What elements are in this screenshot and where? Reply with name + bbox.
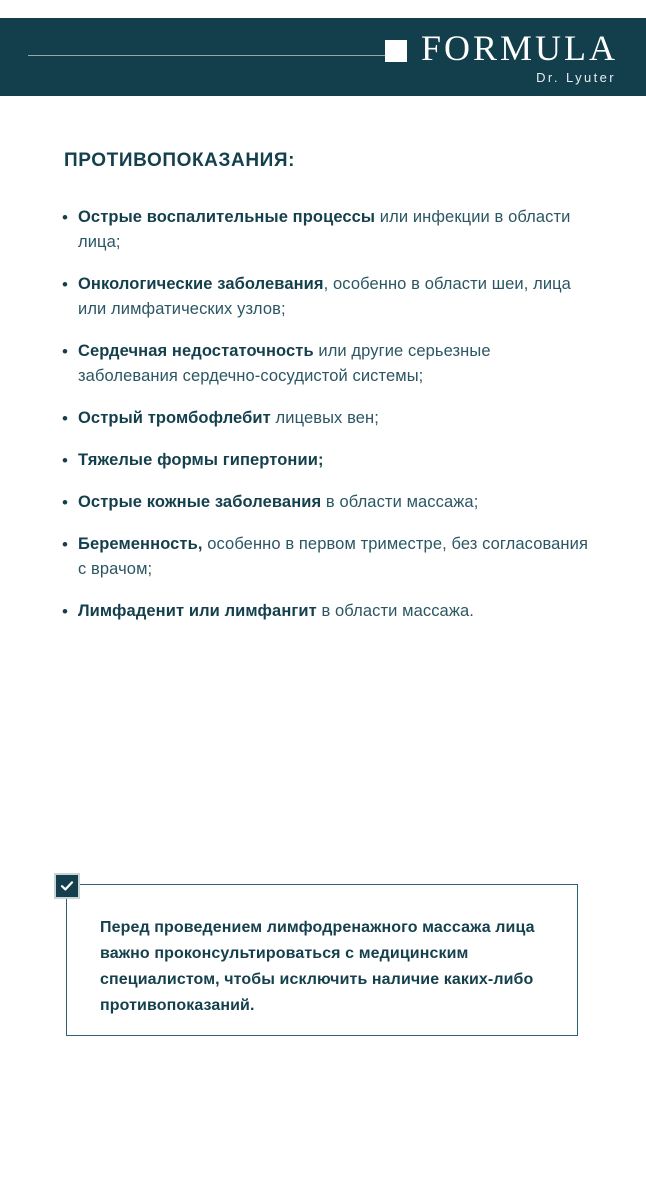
list-item-strong: Беременность, <box>78 535 203 553</box>
bullet-icon: • <box>62 451 68 470</box>
list-item-rest: , особенно в области шеи, лица или лимфатических узлов; <box>78 275 571 318</box>
bullet-icon: • <box>62 208 68 227</box>
list-item-strong: Острые воспалительные процессы <box>78 208 376 226</box>
header-divider <box>28 55 398 56</box>
bullet-icon: • <box>62 493 68 512</box>
list-item-text <box>78 205 592 255</box>
list-item-strong: Острые кожные заболевания <box>78 493 322 511</box>
brand-subtitle: Dr. Lyuter <box>536 70 616 85</box>
white-square-icon <box>385 40 407 62</box>
list-item-text <box>78 448 324 473</box>
list-item-rest: или другие серьезные заболевания сердечно-сосудистой системы; <box>78 342 491 385</box>
list-item <box>62 448 592 473</box>
list-item <box>62 532 592 582</box>
list-item <box>62 272 592 322</box>
list-item <box>62 339 592 389</box>
list-item-text <box>78 406 379 431</box>
list-item-rest: в области массажа; <box>321 493 479 511</box>
bullet-icon: • <box>62 275 68 294</box>
list-item-strong: Сердечная недостаточность <box>78 342 314 360</box>
list-item-text <box>78 272 592 322</box>
list-item-text <box>78 339 592 389</box>
list-item <box>62 205 592 255</box>
bullet-icon: • <box>62 602 68 621</box>
checkmark-icon <box>54 873 80 899</box>
note-text: Перед проведением лимфодренажного массажа лица важно проконсультироваться с медицинским специалистом, чтобы исключить наличие каких-либо противопоказаний. <box>100 919 535 1014</box>
header-bar <box>0 18 646 96</box>
list-item-text <box>78 532 592 582</box>
list-item-rest: лицевых вен; <box>270 409 379 427</box>
brand-name: FORMULA <box>420 28 618 68</box>
page-title: ПРОТИВОПОКАЗАНИЯ: <box>64 150 296 171</box>
list-item <box>62 490 592 515</box>
list-item <box>62 599 592 624</box>
list-item-strong: Острый тромбофлебит <box>78 409 271 427</box>
brand-block <box>385 28 618 85</box>
bullet-icon: • <box>62 535 68 554</box>
brand-row <box>385 28 618 68</box>
list-item-strong: Тяжелые формы гипертонии; <box>78 451 324 469</box>
bullet-icon: • <box>62 342 68 361</box>
list-item-text <box>78 490 478 515</box>
list-item-rest: или инфекции в области лица; <box>78 208 571 251</box>
list-item-strong: Онкологические заболевания <box>78 275 324 293</box>
bullet-icon: • <box>62 409 68 428</box>
list-item-text <box>78 599 474 624</box>
list-item-rest: особенно в первом триместре, без согласования с врачом; <box>78 535 588 578</box>
contraindications-list <box>62 205 592 641</box>
list-item <box>62 406 592 431</box>
list-item-rest: в области массажа. <box>316 602 474 620</box>
list-item-strong: Лимфаденит или лимфангит <box>78 602 317 620</box>
